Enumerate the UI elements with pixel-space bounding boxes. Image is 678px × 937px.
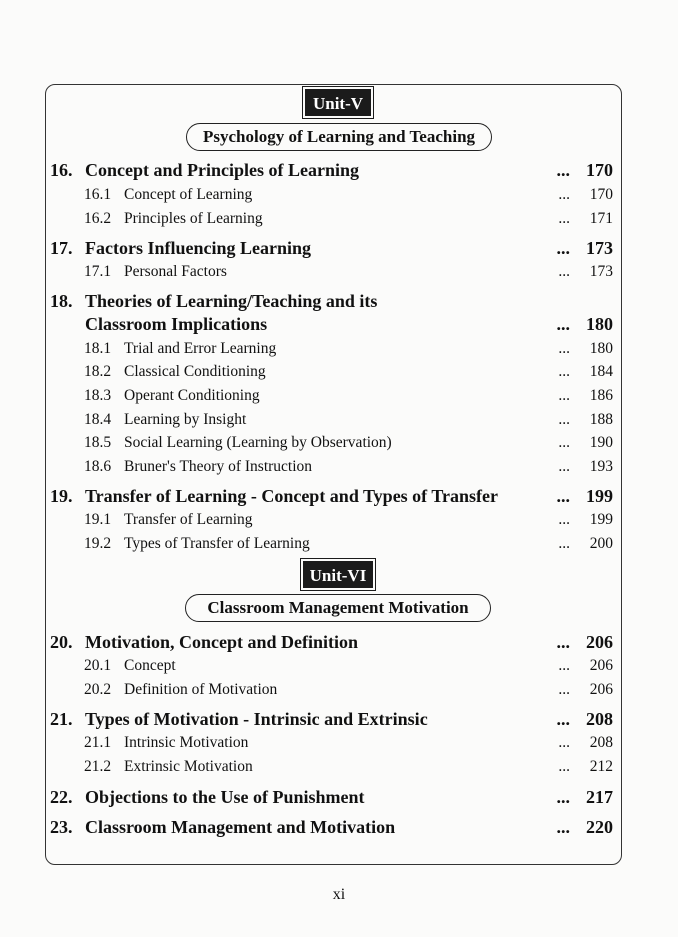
section-title: Operant Conditioning [124, 387, 260, 404]
page-number: 208 [586, 709, 613, 729]
section-number: 17.1 [84, 263, 112, 280]
leader-dots: ... [558, 363, 570, 380]
leader-dots: ... [558, 458, 570, 475]
chapter-number: 18. [50, 291, 73, 311]
leader-dots: ... [558, 758, 570, 775]
section-title: Intrinsic Motivation [124, 734, 249, 751]
unit-v-section-title: Psychology of Learning and Teaching [186, 123, 492, 151]
section-title: Concept [124, 657, 176, 674]
page-number: 193 [589, 458, 613, 475]
section-title: Trial and Error Learning [124, 340, 277, 357]
section-title: Learning by Insight [124, 411, 247, 428]
section-number: 20.1 [84, 657, 112, 674]
page-number: 171 [589, 210, 613, 227]
unit-vi-badge: Unit-VI [303, 561, 373, 588]
chapter-number: 20. [50, 632, 73, 652]
leader-dots: ... [558, 734, 570, 751]
unit-vi-section-title: Classroom Management Motivation [185, 594, 491, 622]
leader-dots: ... [558, 681, 570, 698]
page-number: 206 [586, 632, 613, 652]
leader-dots: ... [558, 340, 570, 357]
leader-dots: ... [558, 657, 570, 674]
chapter-number: 17. [50, 238, 73, 258]
section-number: 18.3 [84, 387, 112, 404]
leader-dots: ... [558, 263, 570, 280]
chapter-title: Classroom Management and Motivation [85, 817, 396, 837]
section-title: Principles of Learning [124, 210, 263, 227]
chapter-number: 21. [50, 709, 73, 729]
section-number: 18.5 [84, 434, 112, 451]
section-title: Social Learning (Learning by Observation) [124, 434, 392, 451]
chapter-title: Concept and Principles of Learning [85, 160, 360, 180]
section-number: 19.2 [84, 535, 112, 552]
chapter-number: 19. [50, 486, 73, 506]
page-number: 180 [589, 340, 613, 357]
section-title: Extrinsic Motivation [124, 758, 253, 775]
page-number: 173 [589, 263, 613, 280]
chapter-title: Factors Influencing Learning [85, 238, 312, 258]
leader-dots: ... [556, 817, 570, 837]
leader-dots: ... [558, 387, 570, 404]
page-number: 220 [586, 817, 613, 837]
leader-dots: ... [558, 186, 570, 203]
page-number: 170 [589, 186, 613, 203]
section-number: 18.4 [84, 411, 112, 428]
section-title: Bruner's Theory of Instruction [124, 458, 313, 475]
page-number: 188 [589, 411, 613, 428]
page-number: 199 [586, 486, 613, 506]
chapter-title: Motivation, Concept and Definition [85, 632, 359, 652]
chapter-title: Types of Motivation - Intrinsic and Extrinsic [85, 709, 428, 729]
page-number: 206 [589, 657, 613, 674]
section-number: 16.1 [84, 186, 112, 203]
section-title: Personal Factors [124, 263, 227, 280]
section-title: Definition of Motivation [124, 681, 278, 698]
leader-dots: ... [556, 709, 570, 729]
page-number: 206 [589, 681, 613, 698]
leader-dots: ... [556, 160, 570, 180]
page-number: 190 [589, 434, 613, 451]
page-number: 180 [586, 314, 613, 334]
page-number: 186 [589, 387, 613, 404]
section-number: 20.2 [84, 681, 112, 698]
chapter-number: 22. [50, 787, 73, 807]
section-number: 21.1 [84, 734, 112, 751]
section-title: Types of Transfer of Learning [124, 535, 310, 552]
section-title: Transfer of Learning [124, 511, 253, 528]
section-number: 19.1 [84, 511, 112, 528]
leader-dots: ... [558, 210, 570, 227]
chapter-title: Theories of Learning/Teaching and its [85, 291, 378, 311]
leader-dots: ... [558, 434, 570, 451]
chapter-title-line-2: Classroom Implications [85, 314, 268, 334]
leader-dots: ... [556, 632, 570, 652]
leader-dots: ... [558, 411, 570, 428]
section-title: Concept of Learning [124, 186, 253, 203]
section-title: Classical Conditioning [124, 363, 266, 380]
section-number: 18.1 [84, 340, 112, 357]
page-number: 184 [589, 363, 613, 380]
leader-dots: ... [558, 535, 570, 552]
leader-dots: ... [556, 787, 570, 807]
chapter-number: 16. [50, 160, 73, 180]
chapter-title: Objections to the Use of Punishment [85, 787, 365, 807]
chapter-title: Transfer of Learning - Concept and Types of Transfer [85, 486, 498, 506]
leader-dots: ... [556, 238, 570, 258]
section-number: 18.2 [84, 363, 112, 380]
page-number: 199 [589, 511, 613, 528]
footer-page-number: xi [332, 886, 346, 903]
page-number: 173 [586, 238, 613, 258]
page-number: 217 [586, 787, 613, 807]
leader-dots: ... [556, 314, 570, 334]
section-number: 16.2 [84, 210, 112, 227]
unit-v-badge: Unit-V [305, 89, 371, 116]
section-number: 21.2 [84, 758, 112, 775]
leader-dots: ... [558, 511, 570, 528]
page-number: 200 [589, 535, 613, 552]
leader-dots: ... [556, 486, 570, 506]
chapter-number: 23. [50, 817, 73, 837]
page-number: 208 [589, 734, 613, 751]
page-number: 212 [589, 758, 613, 775]
page-number: 170 [586, 160, 613, 180]
section-number: 18.6 [84, 458, 112, 475]
